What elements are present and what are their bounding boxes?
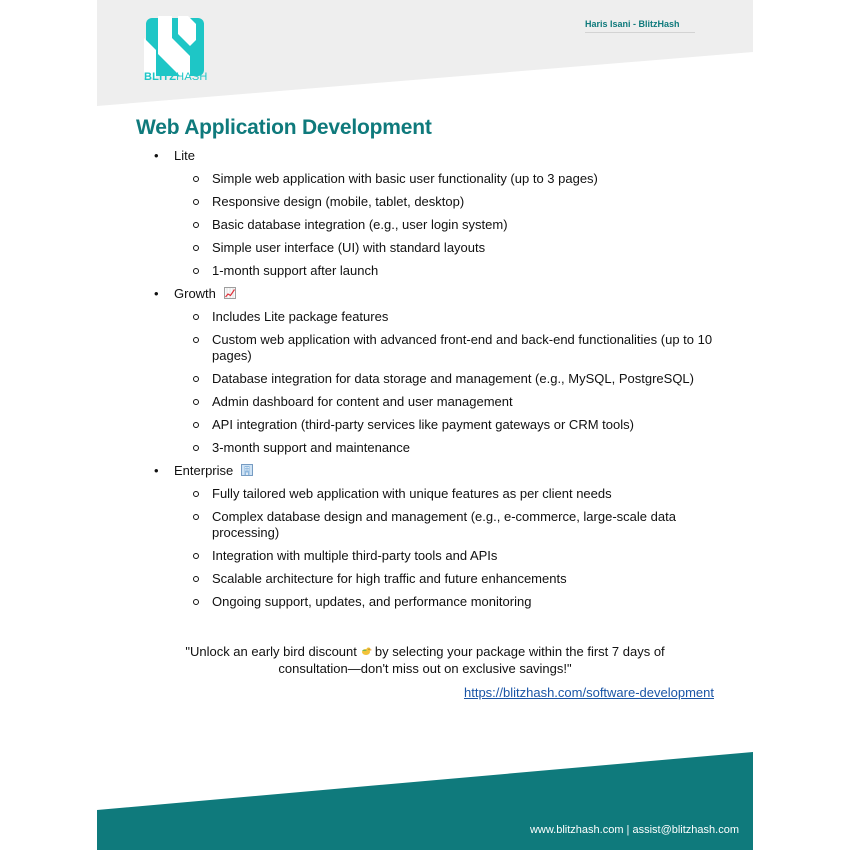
bullet-icon: •: [154, 148, 159, 163]
circle-bullet-icon: [193, 399, 199, 405]
circle-bullet-icon: [193, 337, 199, 343]
package-heading: [97, 148, 753, 164]
bullet-icon: •: [154, 286, 159, 301]
package-name: Lite: [174, 148, 195, 163]
list-item: Complex database design and management (e.g., e-commerce, large-scale data processing): [97, 509, 753, 541]
list-item: API integration (third-party services like payment gateways or CRM tools): [97, 417, 753, 433]
circle-bullet-icon: [193, 245, 199, 251]
circle-bullet-icon: [193, 491, 199, 497]
chart-increasing-icon: [224, 287, 236, 299]
footer-contact: www.blitzhash.com | assist@blitzhash.com: [529, 824, 739, 836]
list-item: Admin dashboard for content and user management: [97, 394, 753, 410]
list-item: Includes Lite package features: [97, 309, 753, 325]
package-items: [97, 486, 753, 610]
bird-icon: [360, 645, 372, 657]
circle-bullet-icon: [193, 268, 199, 274]
packages-list: [97, 148, 753, 617]
list-item: Basic database integration (e.g., user login system): [97, 217, 753, 233]
bullet-icon: •: [154, 463, 159, 478]
package-heading: [97, 463, 753, 479]
package-items: [97, 171, 753, 279]
package-name: Enterprise: [174, 463, 234, 478]
list-item: 3-month support and maintenance: [97, 440, 753, 456]
list-item: Simple user interface (UI) with standard layouts: [97, 240, 753, 256]
circle-bullet-icon: [193, 176, 199, 182]
list-item: Ongoing support, updates, and performance monitoring: [97, 594, 753, 610]
list-item: Fully tailored web application with unique features as per client needs: [97, 486, 753, 502]
list-item: Scalable architecture for high traffic and future enhancements: [97, 571, 753, 587]
circle-bullet-icon: [193, 222, 199, 228]
circle-bullet-icon: [193, 576, 199, 582]
list-item: Integration with multiple third-party tools and APIs: [97, 548, 753, 564]
circle-bullet-icon: [193, 422, 199, 428]
package-growth: [97, 286, 753, 456]
software-development-link[interactable]: https://blitzhash.com/software-development: [463, 685, 714, 700]
circle-bullet-icon: [193, 199, 199, 205]
list-item: Responsive design (mobile, tablet, desktop): [97, 194, 753, 210]
circle-bullet-icon: [193, 314, 199, 320]
circle-bullet-icon: [193, 514, 199, 520]
circle-bullet-icon: [193, 376, 199, 382]
circle-bullet-icon: [193, 553, 199, 559]
package-lite: [97, 148, 753, 279]
promo-quote: "Unlock an early bird discount by selecting your package within the first 7 days of consultation—don't miss out on exclusive savings!": [185, 644, 665, 676]
page: [97, 0, 753, 850]
list-item: Custom web application with advanced front-end and back-end functionalities (up to 10 pages): [97, 332, 753, 364]
list-item: Database integration for data storage and management (e.g., MySQL, PostgreSQL): [97, 371, 753, 387]
circle-bullet-icon: [193, 445, 199, 451]
header-author: Haris Isani - BlitzHash: [585, 19, 695, 33]
package-enterprise: [97, 463, 753, 610]
list-item: Simple web application with basic user functionality (up to 3 pages): [97, 171, 753, 187]
office-building-icon: [241, 464, 253, 476]
page-title: Web Application Development: [136, 116, 432, 139]
package-heading: [97, 286, 753, 302]
circle-bullet-icon: [193, 599, 199, 605]
list-item: 1-month support after launch: [97, 263, 753, 279]
logo-wordmark: BLITZHASH: [144, 71, 208, 83]
package-name: Growth: [174, 286, 216, 301]
package-items: [97, 309, 753, 456]
